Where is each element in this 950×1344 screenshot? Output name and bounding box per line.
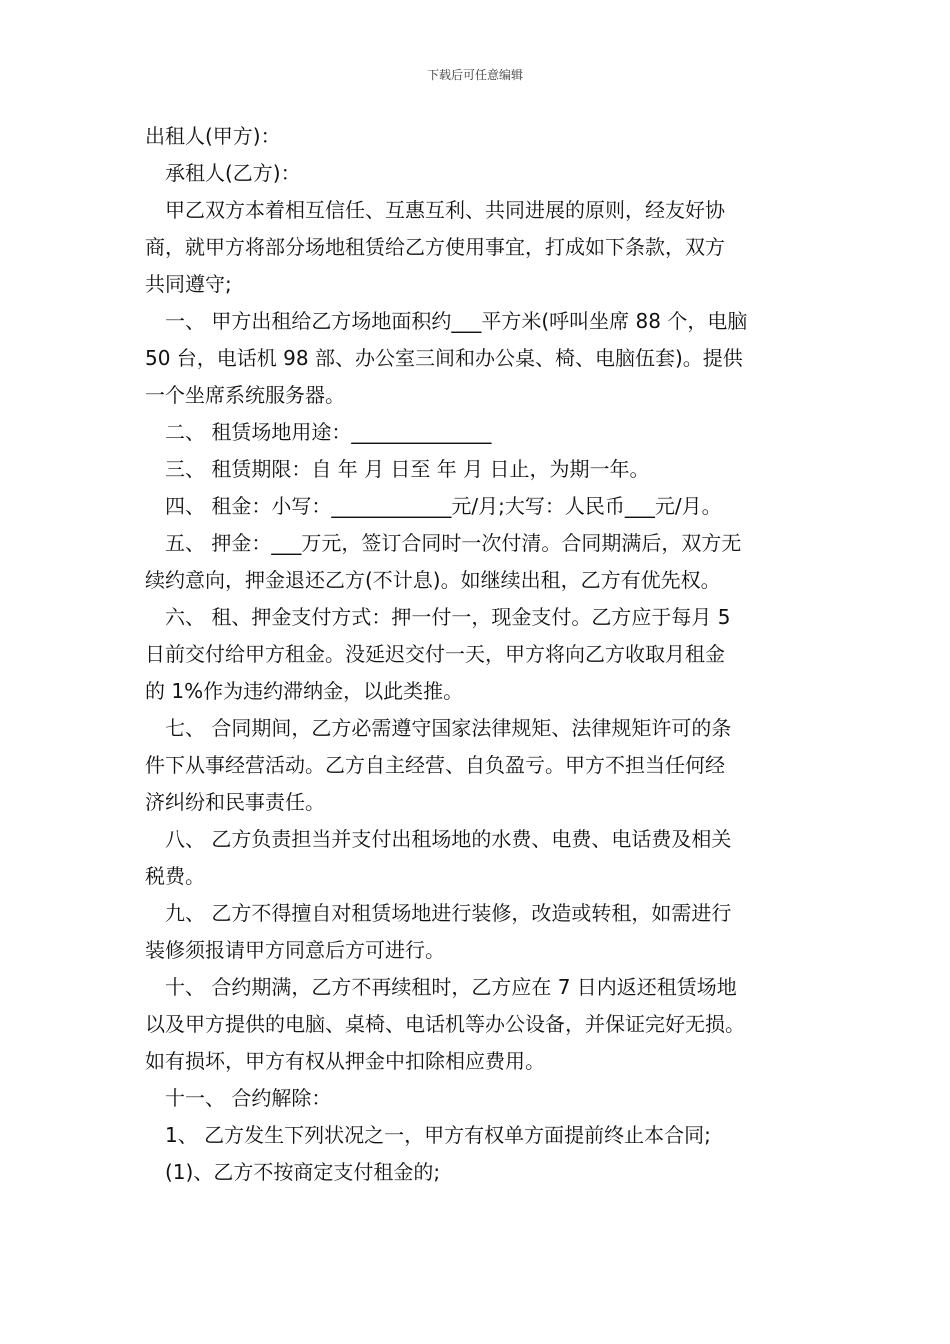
text-line: 济纠纷和民事责任。 (145, 790, 325, 814)
text-line: 一、 甲方出租给乙方场地面积约___平方米(呼叫坐席 88 个，电脑 (145, 309, 748, 333)
text-line: 承租人(乙方)： (145, 161, 301, 185)
text-line: 八、 乙方负责担当并支付出租场地的水费、电费、电话费及相关 (145, 827, 732, 851)
text-line: 一个坐席系统服务器。 (145, 383, 345, 407)
text-line: 甲乙双方本着相互信任、互惠互利、共同进展的原则，经友好协 (145, 198, 725, 222)
text-line: 1、 乙方发生下列状况之一，甲方有权单方面提前终止本合同; (145, 1123, 711, 1147)
text-line: 日前交付给甲方租金。没延迟交付一天，甲方将向乙方收取月租金 (145, 642, 725, 666)
text-line: 共同遵守; (145, 272, 232, 296)
text-line: 50 台，电话机 98 部、办公室三间和办公桌、椅、电脑伍套)。提供 (145, 346, 743, 370)
text-line: 件下从事经营活动。乙方自主经营、自负盈亏。甲方不担当任何经 (145, 753, 725, 777)
text-line: 十一、 合约解除： (145, 1086, 332, 1110)
page-header: 下载后可任意编辑 (426, 68, 523, 82)
text-line: 税费。 (145, 864, 205, 888)
text-line: 九、 乙方不得擅自对租赁场地进行装修，改造或转租，如需进行 (145, 901, 732, 925)
text-line: 四、 租金：小写：____________元/月;大写：人民币___元/月。 (145, 494, 722, 518)
text-line: 六、 租、押金支付方式：押一付一，现金支付。乙方应于每月 5 (145, 605, 731, 629)
text-line: 装修须报请甲方同意后方可进行。 (145, 938, 445, 962)
text-line: 出租人(甲方)： (145, 124, 281, 148)
text-line: 以及甲方提供的电脑、桌椅、电话机等办公设备，并保证完好无损。 (145, 1012, 745, 1036)
text-line: 二、 租赁场地用途：______________ (145, 420, 492, 444)
text-line: 的 1%作为违约滞纳金，以此类推。 (145, 679, 464, 703)
text-line: 七、 合同期间，乙方必需遵守国家法律规矩、法律规矩许可的条 (145, 716, 732, 740)
text-line: 五、 押金：___万元，签订合同时一次付清。合同期满后，双方无 (145, 531, 742, 555)
text-line: (1)、乙方不按商定支付租金的; (145, 1160, 441, 1184)
document-body (145, 118, 825, 1191)
text-line: 续约意向，押金退还乙方(不计息)。如继续出租，乙方有优先权。 (145, 568, 721, 592)
text-line: 如有损坏，甲方有权从押金中扣除相应费用。 (145, 1049, 545, 1073)
text-line: 十、 合约期满，乙方不再续租时，乙方应在 7 日内返还租赁场地 (145, 975, 737, 999)
text-line: 商，就甲方将部分场地租赁给乙方使用事宜，打成如下条款，双方 (145, 235, 725, 259)
text-line: 三、 租赁期限：自 年 月 日至 年 月 日止，为期一年。 (145, 457, 650, 481)
